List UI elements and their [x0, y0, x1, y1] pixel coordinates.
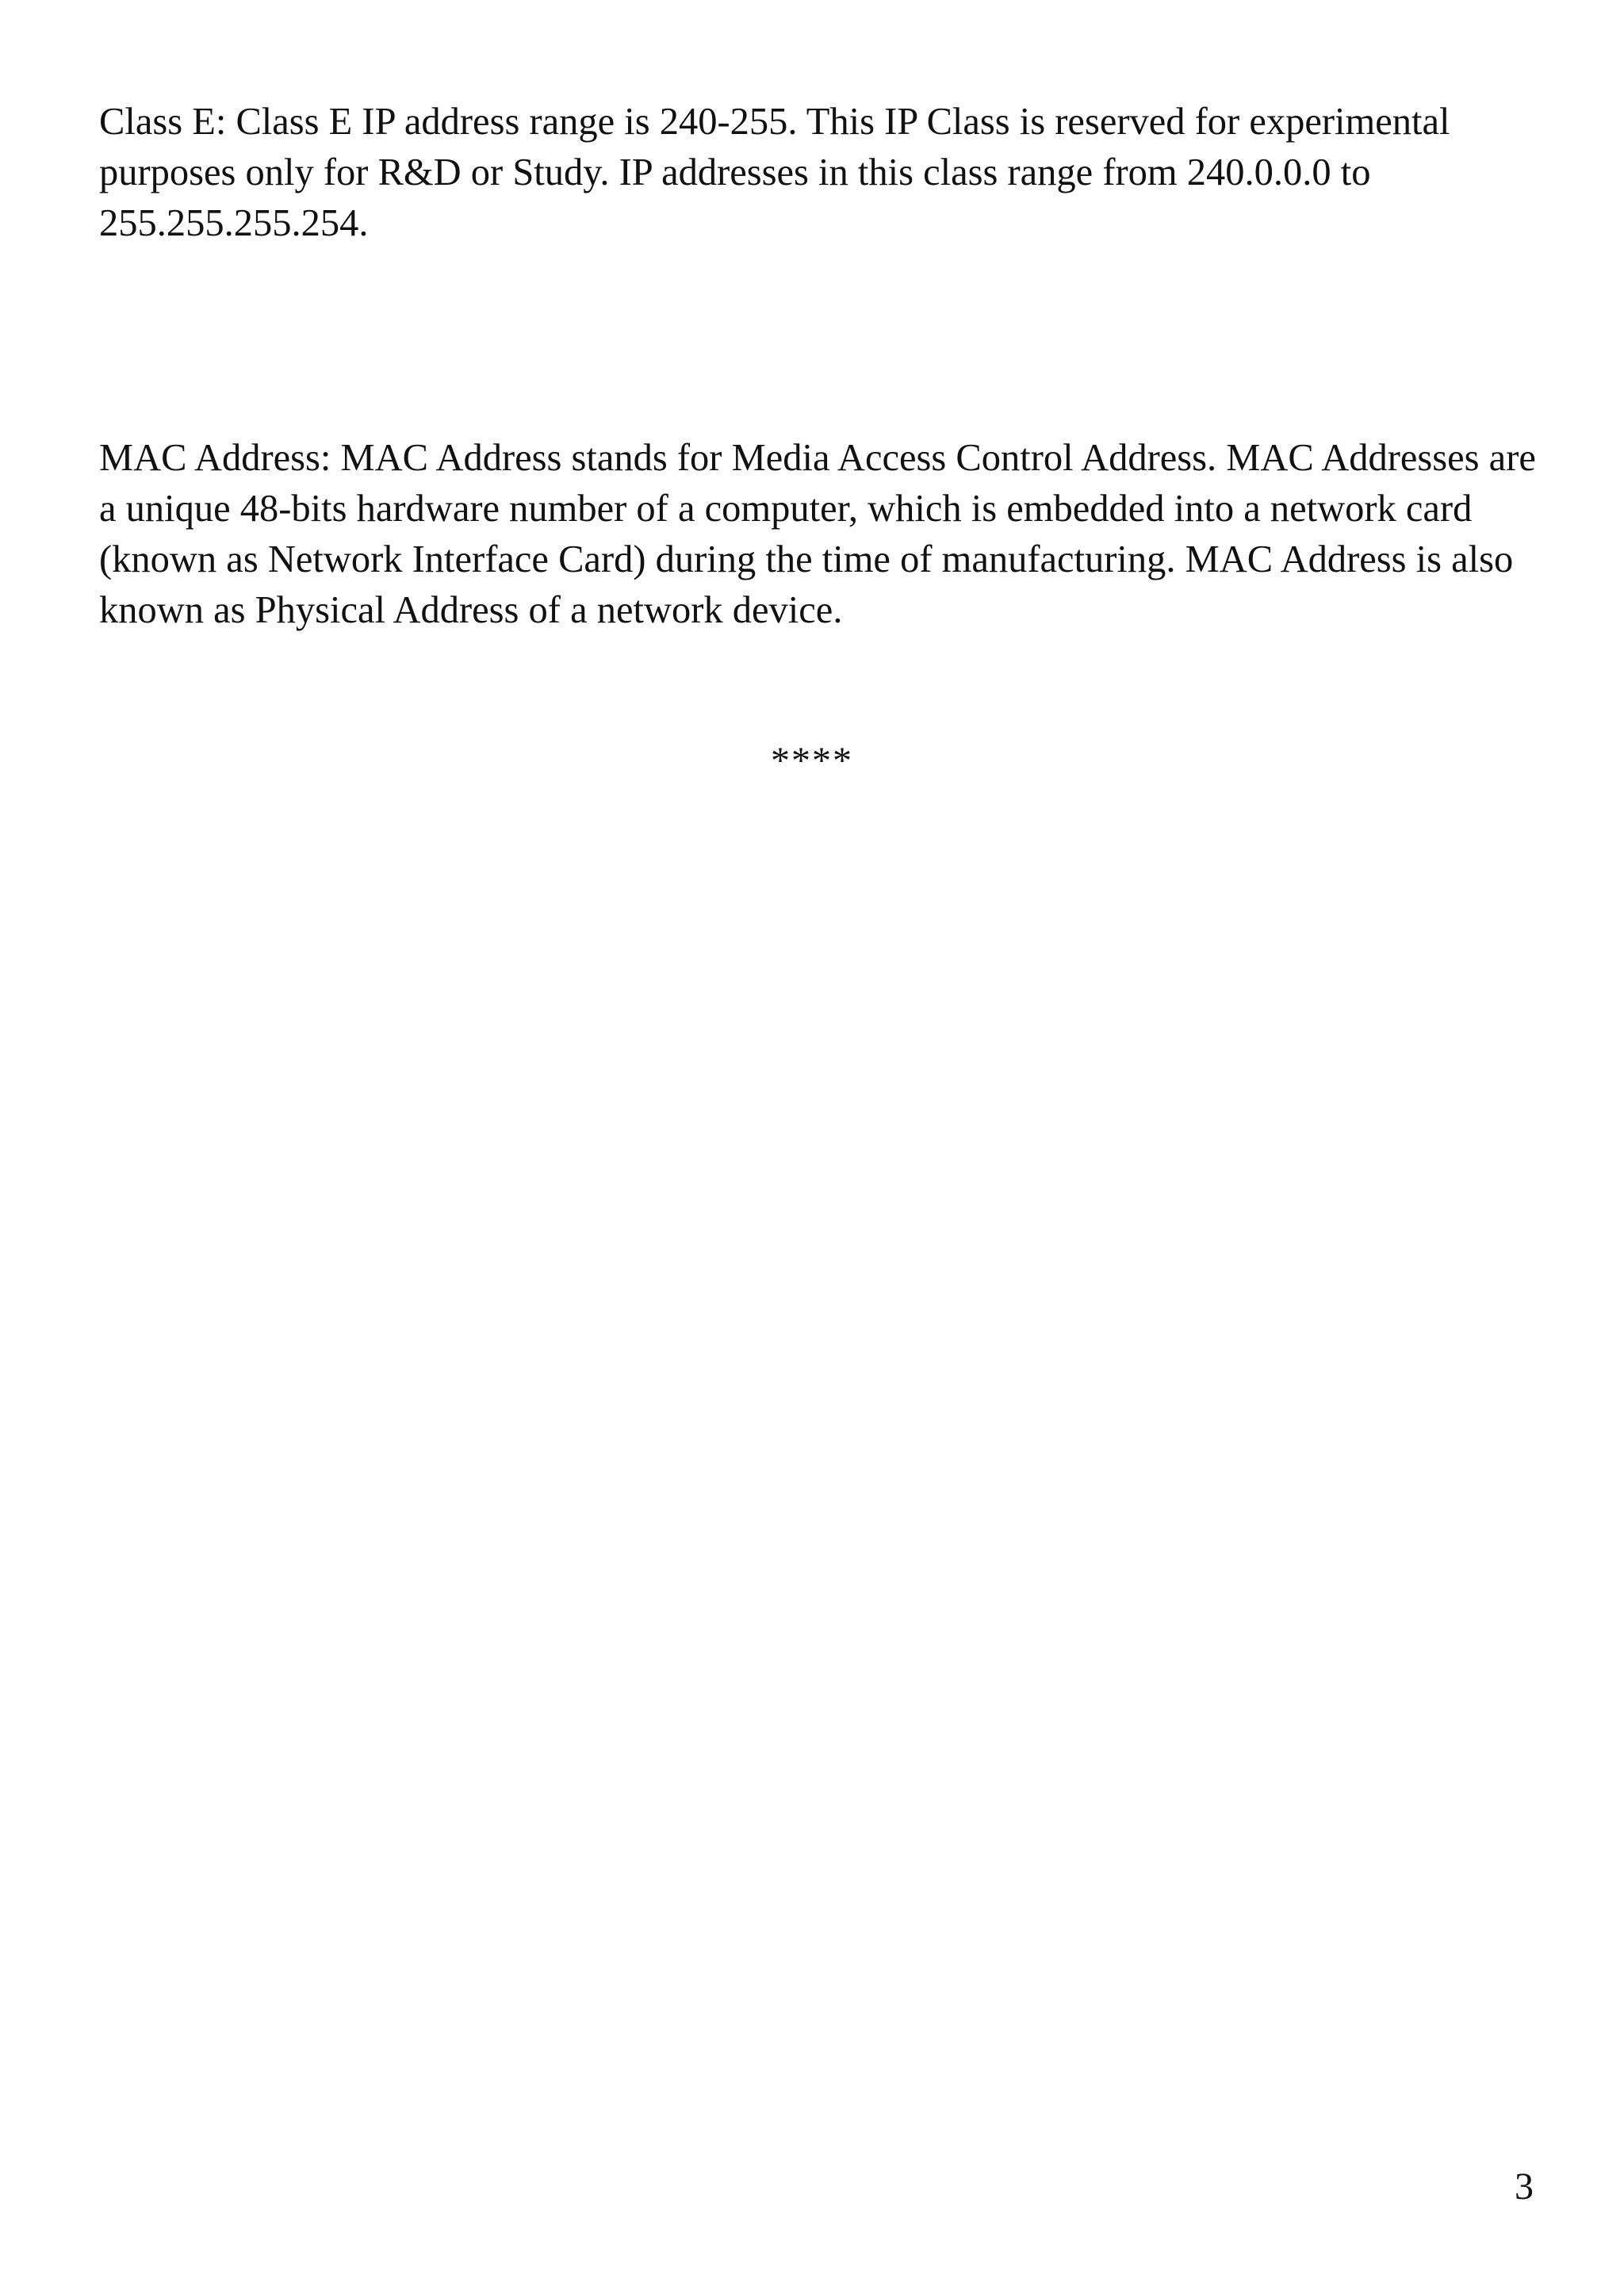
section-separator: ****	[771, 740, 853, 782]
page-number: 3	[1515, 2166, 1534, 2208]
paragraph-class-e: Class E: Class E IP address range is 240-255. This IP Class is reserved for experimental purposes only for R&D or Study. IP addresses in this class range from 240.0.0.0 to 255.255.255.254.	[99, 101, 1450, 244]
paragraph-mac-address: MAC Address: MAC Address stands for Media Access Control Address. MAC Addresses are a unique 48-bits hardware number of a computer, which is embedded into a network card (known as Network Interface Card) during the time of manufacturing. MAC Address is also known as Physical Address of a network device.	[99, 437, 1536, 631]
